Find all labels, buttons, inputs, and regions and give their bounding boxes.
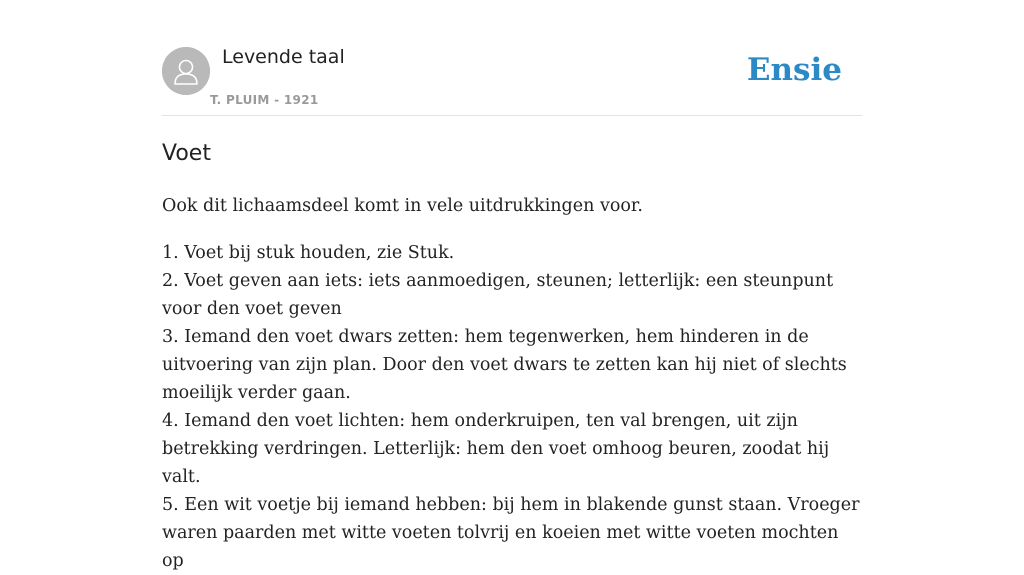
article-page [162, 0, 862, 571]
list-item: 4. Iemand den voet lichten: hem onderkruipen, ten val brengen, uit zijn betrekking verdringen. Letterlijk: hem den voet omhoog beuren, zoodat hij valt. [162, 411, 830, 487]
entry-intro: Ook dit lichaamsdeel komt in vele uitdrukkingen voor. [162, 196, 643, 216]
ensie-logo[interactable]: Ensie [746, 52, 842, 88]
list-item: 1. Voet bij stuk houden, zie Stuk. [162, 243, 455, 263]
header [162, 0, 862, 116]
book-title[interactable]: Levende taal [222, 46, 345, 68]
list-item: 5. Een wit voetje bij iemand hebben: bij hem in blakende gunst staan. Vroeger waren paarden met witte voeten tolvrij en koeien met witte voeten mochten op [162, 495, 860, 571]
entry-title: Voet [162, 141, 211, 166]
author-year: T. PLUIM - 1921 [210, 93, 319, 107]
list-item: 2. Voet geven aan iets: iets aanmoedigen, steunen; letterlijk: een steunpunt voor den voet geven [162, 271, 834, 319]
entry-body [162, 192, 862, 575]
user-placeholder-icon [162, 47, 210, 95]
expression-list [162, 239, 862, 575]
list-item: 3. Iemand den voet dwars zetten: hem tegenwerken, hem hinderen in de uitvoering van zijn plan. Door den voet dwars te zetten kan hij niet of slechts moeilijk verder gaan. [162, 327, 847, 403]
